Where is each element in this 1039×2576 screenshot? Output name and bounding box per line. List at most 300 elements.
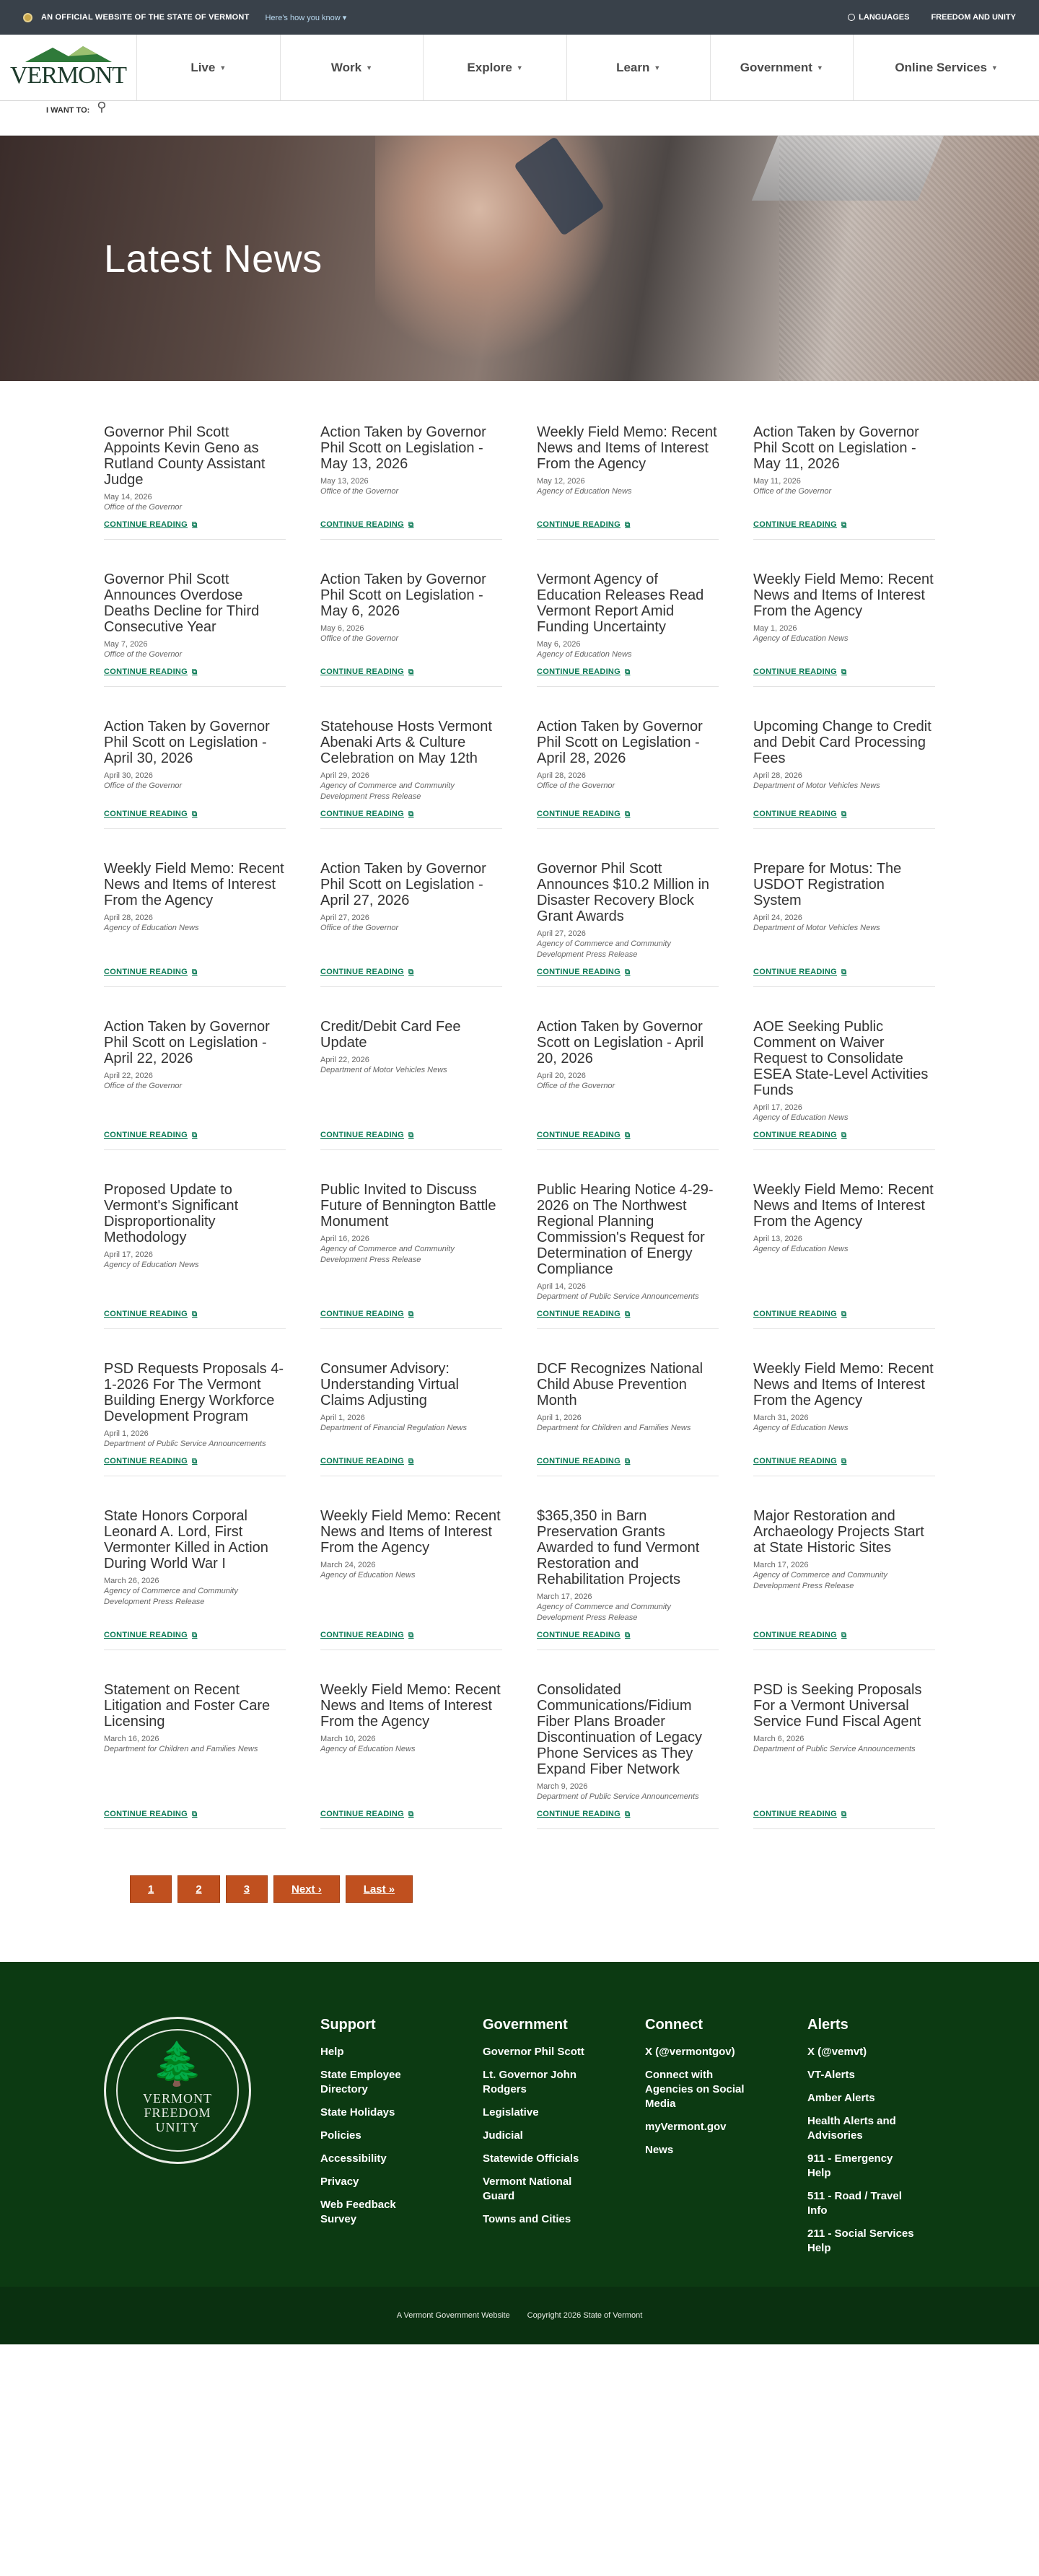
news-card [537,424,719,540]
news-card [320,1019,502,1150]
external-link-icon: ⧉ [192,968,198,976]
external-link-icon: ⧉ [841,1310,847,1318]
continue-reading-link[interactable]: CONTINUE READING ⧉ [753,1131,847,1139]
external-link-icon: ⧉ [625,667,631,676]
news-row [104,1361,935,1508]
news-card [753,571,935,687]
external-link-icon: ⧉ [625,1457,631,1466]
footer-link[interactable]: Statewide Officials [483,2152,579,2165]
news-card [320,1182,502,1329]
news-date: April 28, 2026 [753,771,802,780]
news-source: Agency of Commerce and Community Development Press Release [320,781,455,801]
page-3-button[interactable]: 3 [226,1875,268,1903]
globe-icon [848,14,855,21]
footer-link[interactable]: 511 - Road / Travel Info [807,2190,902,2217]
news-title[interactable]: Action Taken by Governor Phil Scott on Legislation - May 6, 2026 [320,571,486,619]
news-title[interactable]: Action Taken by Governor Phil Scott on Legislation - April 30, 2026 [104,719,270,766]
news-title[interactable]: Action Taken by Governor Phil Scott on Legislation - April 27, 2026 [320,861,486,908]
continue-reading-link[interactable]: CONTINUE READING ⧉ [753,1810,847,1818]
news-date: April 29, 2026 [320,771,369,780]
news-source: Agency of Education News [104,1261,199,1269]
news-list [0,381,1039,1861]
news-card [104,571,286,687]
news-date: May 11, 2026 [753,477,801,486]
news-card [104,424,286,540]
nav-online-services[interactable]: Online Services ▼ [895,60,998,74]
news-card [537,1508,719,1650]
news-date: May 6, 2026 [320,624,364,633]
news-card [753,1361,935,1476]
page-2-button[interactable]: 2 [177,1875,219,1903]
news-card [320,1682,502,1829]
news-card [753,1182,935,1329]
continue-reading-link[interactable]: CONTINUE READING ⧉ [320,1810,414,1818]
news-card [753,424,935,540]
news-card [104,1361,286,1476]
external-link-icon: ⧉ [192,1631,198,1639]
external-link-icon: ⧉ [625,1310,631,1318]
news-date: March 26, 2026 [104,1577,159,1585]
next-page-button[interactable]: Next › [273,1875,340,1903]
freedom-and-unity-link[interactable]: FREEDOM AND UNITY [931,13,1016,22]
seal-text-freedom: FREEDOM [144,2106,211,2120]
news-title[interactable]: State Honors Corporal Leonard A. Lord, First Vermonter Killed in Action During World War I [104,1508,268,1572]
continue-reading-link[interactable]: CONTINUE READING ⧉ [104,520,198,529]
external-link-icon: ⧉ [841,810,847,818]
news-date: March 9, 2026 [537,1782,588,1791]
continue-reading-link[interactable]: CONTINUE READING ⧉ [104,667,198,676]
footer-link[interactable]: myVermont.gov [645,2121,727,2133]
footer-columns [320,2017,970,2264]
external-link-icon: ⧉ [192,667,198,676]
news-card [537,1019,719,1150]
news-title[interactable]: Credit/Debit Card Fee Update [320,1019,461,1051]
news-date: April 17, 2026 [104,1250,153,1259]
news-title[interactable]: Weekly Field Memo: Recent News and Items of Interest From the Agency [753,1361,934,1409]
continue-reading-link[interactable]: CONTINUE READING ⧉ [537,810,631,818]
news-title[interactable]: Action Taken by Governor Scott on Legislation - April 20, 2026 [537,1019,704,1066]
continue-reading-link[interactable]: CONTINUE READING ⧉ [104,1631,198,1639]
news-card [320,571,502,687]
news-card [320,719,502,829]
news-title[interactable]: Statement on Recent Litigation and Foster Care Licensing [104,1682,271,1730]
news-title[interactable]: Action Taken by Governor Phil Scott on Legislation - April 28, 2026 [537,719,703,766]
news-source: Office of the Governor [320,487,399,496]
news-title[interactable]: Weekly Field Memo: Recent News and Items of Interest From the Agency [753,571,934,619]
footer-link[interactable]: Legislative [483,2106,539,2119]
news-date: April 1, 2026 [537,1414,582,1422]
hero-photo-laptop [752,136,944,201]
footer-column-connect [645,2017,807,2264]
footer-link[interactable]: Privacy [320,2176,359,2188]
continue-reading-link[interactable]: CONTINUE READING ⧉ [537,1131,631,1139]
continue-reading-link[interactable]: CONTINUE READING ⧉ [537,1310,631,1318]
nav-work[interactable]: Work ▼ [281,35,424,100]
news-row [104,1019,935,1182]
seal-text-unity: UNITY [155,2120,200,2134]
news-row [104,1682,935,1861]
chevron-down-icon: ▼ [219,63,227,71]
news-card [537,1182,719,1329]
news-source: Office of the Governor [104,1082,183,1090]
chevron-down-icon: ▼ [516,63,523,71]
news-date: April 27, 2026 [537,929,586,938]
news-card [537,571,719,687]
news-card [104,719,286,829]
continue-reading-link[interactable]: CONTINUE READING ⧉ [537,968,631,976]
external-link-icon: ⧉ [408,1457,414,1466]
copyright-text: Copyright 2026 State of Vermont [527,2311,643,2320]
news-date: May 6, 2026 [537,640,581,649]
news-card [537,1682,719,1829]
how-you-know-toggle[interactable]: Here's how you know ▾ [265,13,347,22]
external-link-icon: ⧉ [841,1131,847,1139]
footer-link[interactable]: State Employee Directory [320,2069,401,2095]
chevron-down-icon: ▼ [654,63,661,71]
external-link-icon: ⧉ [192,520,198,529]
nav-live[interactable]: Live ▼ [137,35,281,100]
footer-link[interactable]: 911 - Emergency Help [807,2152,893,2179]
news-source: Agency of Commerce and Community Development Press Release [753,1571,887,1590]
chevron-down-icon: ▼ [991,63,998,71]
news-title[interactable]: Governor Phil Scott Appoints Kevin Geno as Rutland County Assistant Judge [104,424,266,488]
continue-reading-link[interactable]: CONTINUE READING ⧉ [753,667,847,676]
official-banner [0,0,1039,35]
news-source: Agency of Commerce and Community Development Press Release [537,1603,671,1622]
footer-heading: Support [320,2017,376,2033]
news-source: Office of the Governor [753,487,832,496]
news-date: April 22, 2026 [104,1072,153,1080]
footer-column-alerts [807,2017,970,2264]
footer-link[interactable]: Lt. Governor John Rodgers [483,2069,577,2095]
news-card [753,1682,935,1829]
external-link-icon: ⧉ [841,1810,847,1818]
last-page-button[interactable]: Last » [346,1875,413,1903]
news-date: April 1, 2026 [320,1414,365,1422]
news-source: Agency of Commerce and Community Development Press Release [537,939,671,959]
news-row [104,861,935,1019]
footer-column-support [320,2017,483,2264]
footer-heading: Connect [645,2017,703,2033]
news-date: March 17, 2026 [537,1593,592,1601]
page-1-button[interactable]: 1 [130,1875,172,1903]
news-row [104,1182,935,1361]
continue-reading-link[interactable]: CONTINUE READING ⧉ [104,1310,198,1318]
footer-link[interactable]: Governor Phil Scott [483,2046,584,2058]
footer-link[interactable]: Policies [320,2129,361,2142]
news-title[interactable]: Vermont Agency of Education Releases Read Vermont Report Amid Funding Uncertainty [537,571,704,635]
news-date: March 16, 2026 [104,1735,159,1743]
footer-link[interactable]: Accessibility [320,2152,387,2165]
news-source: Department of Financial Regulation News [320,1424,467,1432]
news-card [537,1361,719,1476]
news-source: Agency of Education News [537,650,632,659]
news-source: Office of the Governor [104,503,183,512]
news-source: Office of the Governor [537,1082,615,1090]
page-title: Latest News [104,237,323,281]
news-date: March 17, 2026 [753,1561,809,1569]
news-card [320,861,502,987]
footer-link[interactable]: 211 - Social Services Help [807,2227,914,2254]
external-link-icon: ⧉ [625,520,631,529]
news-date: May 14, 2026 [104,493,152,501]
i-want-to-search[interactable] [46,100,107,115]
site-footer [0,1962,1039,2344]
languages-button[interactable]: LANGUAGES [848,13,909,22]
continue-reading-link[interactable]: CONTINUE READING ⧉ [104,1457,198,1466]
external-link-icon: ⧉ [408,810,414,818]
nav-explore[interactable]: Explore ▼ [424,35,567,100]
news-card [320,1361,502,1476]
news-row [104,424,935,571]
news-title[interactable]: Consumer Advisory: Understanding Virtual Claims Adjusting [320,1361,459,1409]
external-link-icon: ⧉ [841,520,847,529]
news-title[interactable]: Governor Phil Scott Announces $10.2 Million in Disaster Recovery Block Grant Awards [537,861,710,924]
news-card [753,719,935,829]
official-website-text: AN OFFICIAL WEBSITE OF THE STATE OF VERMONT [41,13,250,22]
news-title[interactable]: Public Hearing Notice 4-29-2026 on The Northwest Regional Planning Commission's Request for Determination of Energy Compliance [537,1182,714,1277]
news-title[interactable]: Major Restoration and Archaeology Projects Start at State Historic Sites [753,1508,924,1556]
footer-link[interactable]: VT-Alerts [807,2069,855,2081]
news-source: Department for Children and Families News [104,1745,258,1753]
news-source: Department of Public Service Announcements [104,1440,266,1448]
continue-reading-link[interactable]: CONTINUE READING ⧉ [537,1631,631,1639]
footer-column-government [483,2017,645,2264]
news-date: April 13, 2026 [753,1235,802,1243]
news-source: Agency of Education News [537,487,632,496]
news-date: March 24, 2026 [320,1561,376,1569]
news-title[interactable]: Statehouse Hosts Vermont Abenaki Arts & Culture Celebration on May 12th [320,719,492,766]
logo-wordmark: VERMONT [9,61,127,89]
news-date: April 22, 2026 [320,1056,369,1064]
news-title[interactable]: Governor Phil Scott Announces Overdose Deaths Decline for Third Consecutive Year [104,571,260,635]
external-link-icon: ⧉ [841,667,847,676]
news-title[interactable]: DCF Recognizes National Child Abuse Prevention Month [537,1361,703,1409]
external-link-icon: ⧉ [408,667,414,676]
continue-reading-link[interactable]: CONTINUE READING ⧉ [104,968,198,976]
continue-reading-link[interactable]: CONTINUE READING ⧉ [537,667,631,676]
news-title[interactable]: AOE Seeking Public Comment on Waiver Request to Consolidate ESEA State-Level Activities Funds [753,1019,929,1098]
news-title[interactable]: Action Taken by Governor Phil Scott on Legislation - April 22, 2026 [104,1019,270,1066]
news-card [320,1508,502,1650]
news-source: Department of Public Service Announcements [753,1745,916,1753]
mountain-logo-icon [25,45,112,62]
footer-link[interactable]: X (@vemvt) [807,2046,867,2058]
news-source: Agency of Education News [753,1245,849,1253]
news-source: Office of the Governor [104,781,183,790]
continue-reading-link[interactable]: CONTINUE READING ⧉ [320,968,414,976]
continue-reading-link[interactable]: CONTINUE READING ⧉ [537,1457,631,1466]
news-date: May 1, 2026 [753,624,797,633]
news-source: Agency of Education News [753,634,849,643]
continue-reading-link[interactable]: CONTINUE READING ⧉ [320,520,414,529]
news-source: Office of the Governor [320,924,399,932]
footer-link[interactable]: Help [320,2046,344,2058]
news-source: Department of Public Service Announcements [537,1292,699,1301]
vermont-seal-icon [23,13,32,22]
footer-link[interactable]: State Holidays [320,2106,395,2119]
continue-reading-link[interactable]: CONTINUE READING ⧉ [753,520,847,529]
continue-reading-link[interactable]: CONTINUE READING ⧉ [753,1310,847,1318]
news-source: Office of the Governor [537,781,615,790]
news-source: Department of Motor Vehicles News [753,781,880,790]
external-link-icon: ⧉ [625,968,631,976]
news-title[interactable]: Prepare for Motus: The USDOT Registration System [753,861,902,908]
news-title[interactable]: Weekly Field Memo: Recent News and Items of Interest From the Agency [320,1508,501,1556]
news-title[interactable]: Action Taken by Governor Phil Scott on Legislation - May 11, 2026 [753,424,919,472]
footer-link[interactable]: Judicial [483,2129,523,2142]
continue-reading-link[interactable]: CONTINUE READING ⧉ [320,1310,414,1318]
news-card [753,861,935,987]
site-header [0,35,1039,115]
hero-photo-phone [514,136,605,236]
continue-reading-link[interactable]: CONTINUE READING ⧉ [537,520,631,529]
news-date: April 20, 2026 [537,1072,586,1080]
continue-reading-link[interactable]: CONTINUE READING ⧉ [320,667,414,676]
external-link-icon: ⧉ [625,810,631,818]
external-link-icon: ⧉ [841,1631,847,1639]
pagination [104,1861,935,1962]
footer-link[interactable]: Towns and Cities [483,2213,571,2225]
external-link-icon: ⧉ [841,1457,847,1466]
news-title[interactable]: Weekly Field Memo: Recent News and Items of Interest From the Agency [104,861,284,908]
external-link-icon: ⧉ [408,968,414,976]
external-link-icon: ⧉ [192,1457,198,1466]
footer-link[interactable]: Vermont National Guard [483,2176,572,2202]
news-source: Agency of Education News [753,1424,849,1432]
news-title[interactable]: PSD is Seeking Proposals For a Vermont Universal Service Fund Fiscal Agent [753,1682,922,1730]
news-source: Department of Public Service Announcements [537,1792,699,1801]
news-source: Agency of Education News [104,924,199,932]
footer-link[interactable]: Connect with Agencies on Social Media [645,2069,745,2110]
continue-reading-link[interactable]: CONTINUE READING ⧉ [753,1631,847,1639]
news-date: April 14, 2026 [537,1282,586,1291]
news-date: March 6, 2026 [753,1735,805,1743]
news-title[interactable]: PSD Requests Proposals 4-1-2026 For The Vermont Building Energy Workforce Development Program [104,1361,284,1424]
news-date: April 16, 2026 [320,1235,369,1243]
external-link-icon: ⧉ [192,1310,198,1318]
footer-site-label: A Vermont Government Website [396,2311,510,2320]
news-title[interactable]: Proposed Update to Vermont's Significant Disproportionality Methodology [104,1182,239,1245]
external-link-icon: ⧉ [192,1131,198,1139]
news-title[interactable]: Weekly Field Memo: Recent News and Items of Interest From the Agency [320,1682,501,1730]
news-date: April 28, 2026 [104,914,153,922]
continue-reading-link[interactable]: CONTINUE READING ⧉ [104,1131,198,1139]
external-link-icon: ⧉ [192,1810,198,1818]
news-card [104,1019,286,1150]
news-date: April 30, 2026 [104,771,153,780]
footer-bottom-bar [0,2287,1039,2344]
news-card [104,1682,286,1829]
footer-heading: Alerts [807,2017,849,2033]
footer-link[interactable]: Amber Alerts [807,2092,875,2104]
external-link-icon: ⧉ [408,1310,414,1318]
footer-heading: Government [483,2017,568,2033]
news-card [104,1508,286,1650]
nav-learn[interactable]: Learn ▼ [567,35,711,100]
continue-reading-link[interactable]: CONTINUE READING ⧉ [320,810,414,818]
news-card [753,1508,935,1650]
continue-reading-link[interactable]: CONTINUE READING ⧉ [537,1810,631,1818]
news-source: Department for Children and Families News [537,1424,691,1432]
external-link-icon: ⧉ [408,1131,414,1139]
news-card [537,861,719,987]
continue-reading-link[interactable]: CONTINUE READING ⧉ [104,1810,198,1818]
news-date: April 27, 2026 [320,914,369,922]
news-row [104,719,935,861]
news-title[interactable]: Weekly Field Memo: Recent News and Items of Interest From the Agency [537,424,717,472]
external-link-icon: ⧉ [408,1631,414,1639]
news-date: May 7, 2026 [104,640,148,649]
news-card [320,424,502,540]
external-link-icon: ⧉ [625,1631,631,1639]
news-row [104,1508,935,1682]
search-icon[interactable]: ⚲ [97,100,107,114]
news-title[interactable]: Consolidated Communications/Fidium Fiber Plans Broader Discontinuation of Legacy Phone Services as They Expand Fiber Network [537,1682,703,1777]
news-card [537,719,719,829]
news-source: Department of Motor Vehicles News [320,1066,447,1074]
news-card [104,861,286,987]
news-date: April 24, 2026 [753,914,802,922]
continue-reading-link[interactable]: CONTINUE READING ⧉ [753,1457,847,1466]
news-title[interactable]: $365,350 in Barn Preservation Grants Awarded to fund Vermont Restoration and Rehabilitation Projects [537,1508,700,1587]
external-link-icon: ⧉ [625,1131,631,1139]
continue-reading-link[interactable]: CONTINUE READING ⧉ [753,968,847,976]
external-link-icon: ⧉ [408,1810,414,1818]
continue-reading-link[interactable]: CONTINUE READING ⧉ [320,1457,414,1466]
news-source: Department of Motor Vehicles News [753,924,880,932]
news-source: Agency of Education News [320,1745,416,1753]
footer-link[interactable]: X (@vermontgov) [645,2046,735,2058]
news-source: Agency of Education News [753,1113,849,1122]
news-date: May 13, 2026 [320,477,369,486]
main-nav [137,35,1039,100]
news-title[interactable]: Public Invited to Discuss Future of Bennington Battle Monument [320,1182,496,1230]
nav-government[interactable]: Government ▼ [711,35,854,100]
news-title[interactable]: Action Taken by Governor Phil Scott on Legislation - May 13, 2026 [320,424,486,472]
seal-text-vermont: VERMONT [143,2091,212,2106]
news-source: Office of the Governor [320,634,399,643]
footer-link[interactable]: Web Feedback Survey [320,2199,396,2225]
continue-reading-link[interactable]: CONTINUE READING ⧉ [320,1131,414,1139]
news-title[interactable]: Upcoming Change to Credit and Debit Card Processing Fees [753,719,931,766]
continue-reading-link[interactable]: CONTINUE READING ⧉ [104,810,198,818]
news-source: Agency of Commerce and Community Development Press Release [320,1245,455,1264]
external-link-icon: ⧉ [408,520,414,529]
news-date: April 28, 2026 [537,771,586,780]
external-link-icon: ⧉ [192,810,198,818]
external-link-icon: ⧉ [625,1810,631,1818]
news-row [104,571,935,719]
continue-reading-link[interactable]: CONTINUE READING ⧉ [753,810,847,818]
news-date: May 12, 2026 [537,477,585,486]
i-want-to-label: I WANT TO: [46,105,90,115]
continue-reading-link[interactable]: CONTINUE READING ⧉ [320,1631,414,1639]
news-card [104,1182,286,1329]
news-source: Agency of Education News [320,1571,416,1580]
pine-tree-icon: 🌲 [151,2041,204,2087]
external-link-icon: ⧉ [841,968,847,976]
i-want-to-bar [0,101,1039,136]
state-seal [104,2017,251,2164]
news-date: March 10, 2026 [320,1735,376,1743]
footer-link[interactable]: Health Alerts and Advisories [807,2115,896,2142]
vermont-logo[interactable] [0,35,137,100]
chevron-down-icon: ▼ [366,63,372,71]
news-title[interactable]: Weekly Field Memo: Recent News and Items of Interest From the Agency [753,1182,934,1230]
footer-link[interactable]: News [645,2144,674,2156]
chevron-down-icon: ▼ [816,63,823,71]
